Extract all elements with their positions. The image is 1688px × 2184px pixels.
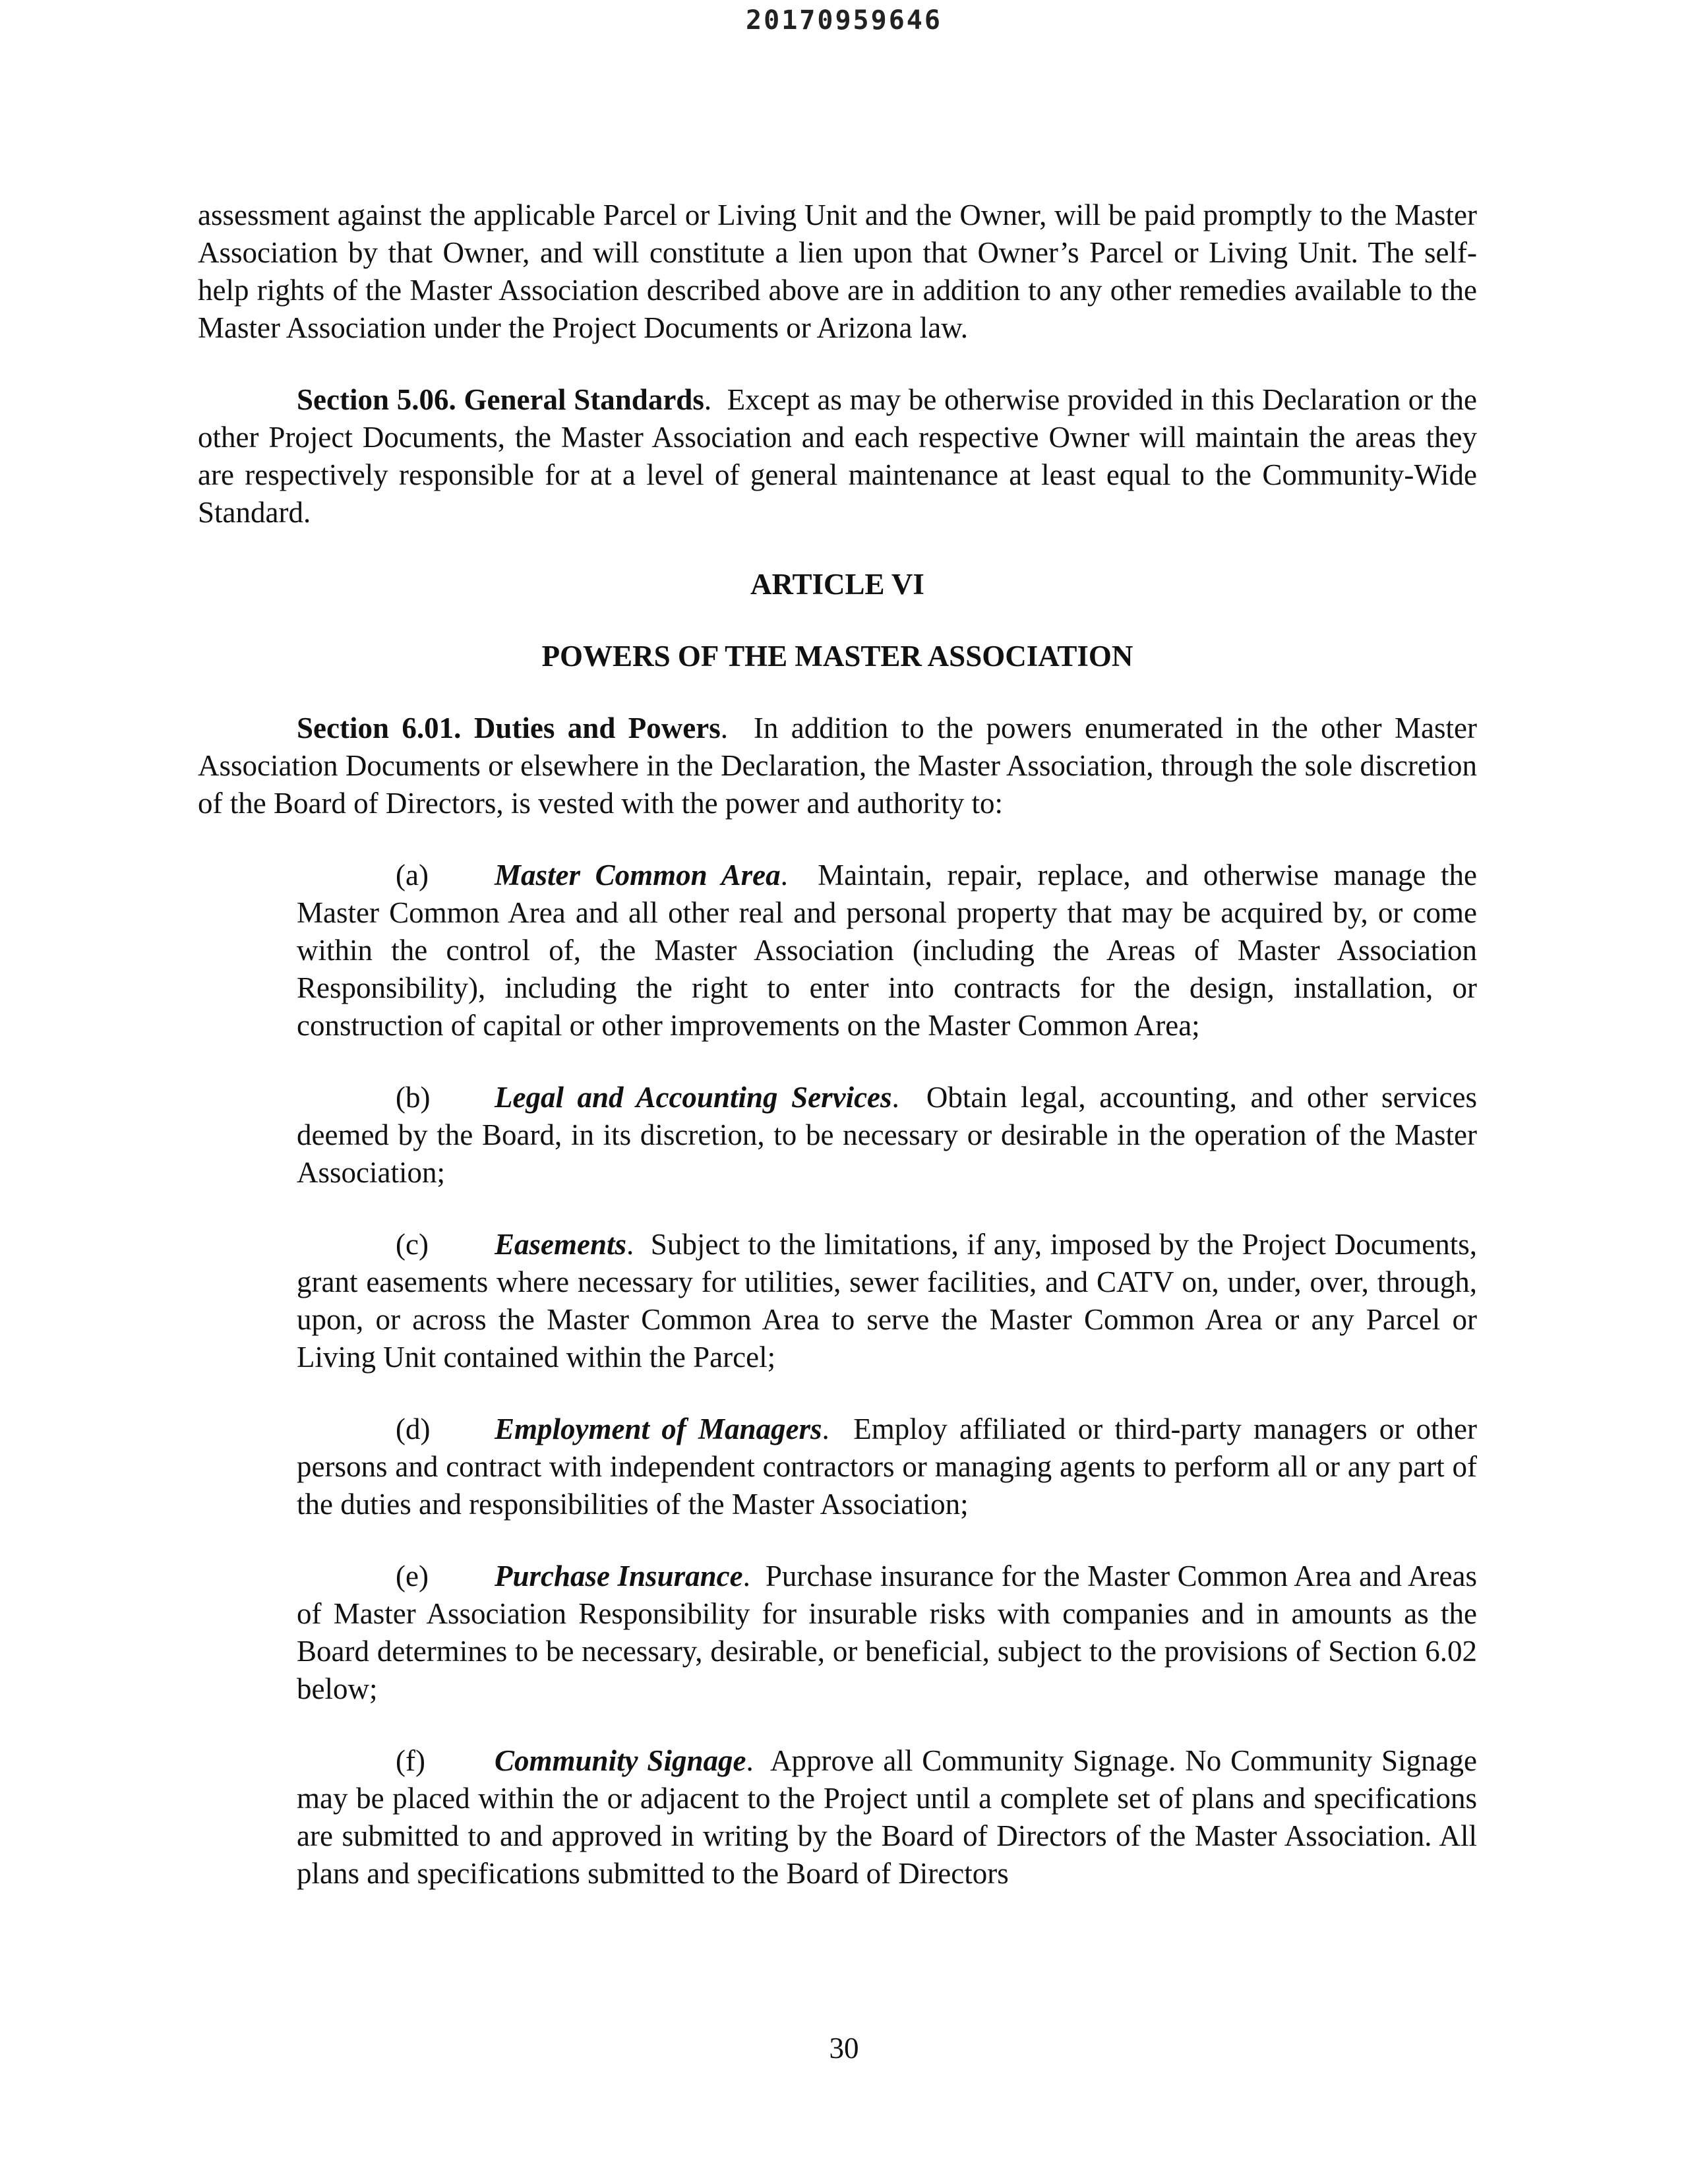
item-title: Legal and Accounting Services [495, 1081, 892, 1114]
document-number: 20170959646 [746, 5, 942, 36]
section-5-06-paragraph: Section 5.06. General Standards. Except as may be otherwise provided in this Declaration or the other Project Documents, the Master Association and each respective Owner will maintain the areas they are respectively responsible for at a level of general maintenance at least equal to the Community-Wide Standard. [198, 383, 1477, 529]
section-5-06-heading: Section 5.06. General Standards [297, 383, 704, 416]
item-text: Obtain legal, accounting, and other services deemed by the Board, in its discretion, to be necessary or desirable in the operation of the Master Association; [297, 1081, 1477, 1189]
list-item-c: (c) Easements. Subject to the limitations, if any, imposed by the Project Documents, grant easements where necessary for utilities, sewer facilities, and CATV on, under, over, through, upon, or across the Master Common Area to serve the Master Common Area or any Parcel or Living Unit contained within the Parcel; [297, 1226, 1477, 1376]
item-letter: (c) [396, 1228, 429, 1261]
list-item-b: (b) Legal and Accounting Services. Obtain legal, accounting, and other services deemed by the Board, in its discretion, to be necessary or desirable in the operation of the Master Association; [297, 1079, 1477, 1192]
item-text: Purchase insurance for the Master Common Area and Areas of Master Association Responsibility for insurable risks with companies and in amounts as the Board determines to be necessary, desirable, or beneficial, subject to the provisions of Section 6.02 below; [297, 1560, 1477, 1705]
section-6-01-paragraph: Section 6.01. Duties and Powers. In addition to the powers enumerated in the other Master Association Documents or elsewhere in the Declaration, the Master Association, through the sole discretion of the Board of Directors, is vested with the power and authority to: [198, 712, 1477, 820]
item-title: Purchase Insurance [495, 1560, 743, 1592]
item-title: Employment of Managers [495, 1412, 822, 1445]
article-title: POWERS OF THE MASTER ASSOCIATION [541, 640, 1133, 673]
item-letter: (f) [396, 1744, 425, 1777]
item-text: Approve all Community Signage. No Community Signage may be placed within the or adjacent to the Project until a complete set of plans and specifications are submitted to and approved in writing by the Board of Directors of the Master Association. All plans and specifications submitted to the Board of Directors [297, 1744, 1477, 1890]
page-number: 30 [829, 2032, 859, 2065]
list-item-d: (d) Employment of Managers. Employ affiliated or third-party managers or other persons and contract with independent contractors or managing agents to perform all or any part of the duties and responsibilities of the Master Association; [297, 1410, 1477, 1523]
item-letter: (b) [396, 1081, 431, 1114]
section-6-01-heading: Section 6.01. Duties and Powers [297, 712, 721, 744]
list-item-a: (a) Master Common Area. Maintain, repair, replace, and otherwise manage the Master Common Area and all other real and personal property that may be acquired by, or come within the control of, the Master Association (including the Areas of Master Association Responsibility), including the right to enter into contracts for the design, installation, or construction of capital or other improvements on the Master Common Area; [297, 857, 1477, 1045]
item-title: Easements [495, 1228, 627, 1261]
item-letter: (a) [396, 859, 429, 892]
list-item-e: (e) Purchase Insurance. Purchase insurance for the Master Common Area and Areas of Master Association Responsibility for insurable risks with companies and in amounts as the Board determines to be necessary, desirable, or beneficial, subject to the provisions of Section 6.02 below; [297, 1558, 1477, 1708]
item-letter: (d) [396, 1412, 431, 1445]
continuation-paragraph: assessment against the applicable Parcel or Living Unit and the Owner, will be paid promptly to the Master Association by that Owner, and will constitute a lien upon that Owner’s Parcel or Living Unit. The self-help rights of the Master Association described above are in addition to any other remedies available to the Master Association under the Project Documents or Arizona law. [198, 198, 1477, 344]
article-number: ARTICLE VI [750, 568, 924, 601]
item-text: Maintain, repair, replace, and otherwise manage the Master Common Area and all other real and personal property that may be acquired by, or come within the control of, the Master Association (including the Areas of Master Association Responsibility), including the right to enter into contracts for the design, installation, or construction of capital or other improvements on the Master Common Area; [297, 859, 1477, 1042]
item-title: Community Signage [495, 1744, 746, 1777]
section-5-06-text: Except as may be otherwise provided in this Declaration or the other Project Documents, the Master Association and each respective Owner will maintain the areas they are respectively responsible for at a level of general maintenance at least equal to the Community-Wide Standard. [198, 383, 1477, 529]
item-letter: (e) [396, 1560, 429, 1592]
item-text: Employ affiliated or third-party managers or other persons and contract with independent contractors or managing agents to perform all or any part of the duties and responsibilities of the Master Association; [297, 1412, 1477, 1521]
list-item-f: (f) Community Signage. Approve all Community Signage. No Community Signage may be placed within the or adjacent to the Project until a complete set of plans and specifications are submitted to and approved in writing by the Board of Directors of the Master Association. All plans and specifications submitted to the Board of Directors [297, 1742, 1477, 1893]
item-text: Subject to the limitations, if any, imposed by the Project Documents, grant easements where necessary for utilities, sewer facilities, and CATV on, under, over, through, upon, or across the Master Common Area to serve the Master Common Area or any Parcel or Living Unit contained within the Parcel; [297, 1228, 1477, 1374]
document-body [198, 197, 1477, 1927]
section-6-01-text: In addition to the powers enumerated in the other Master Association Documents or elsewhere in the Declaration, the Master Association, through the sole discretion of the Board of Directors, is vested with the power and authority to: [198, 712, 1477, 820]
item-title: Master Common Area [495, 859, 781, 892]
